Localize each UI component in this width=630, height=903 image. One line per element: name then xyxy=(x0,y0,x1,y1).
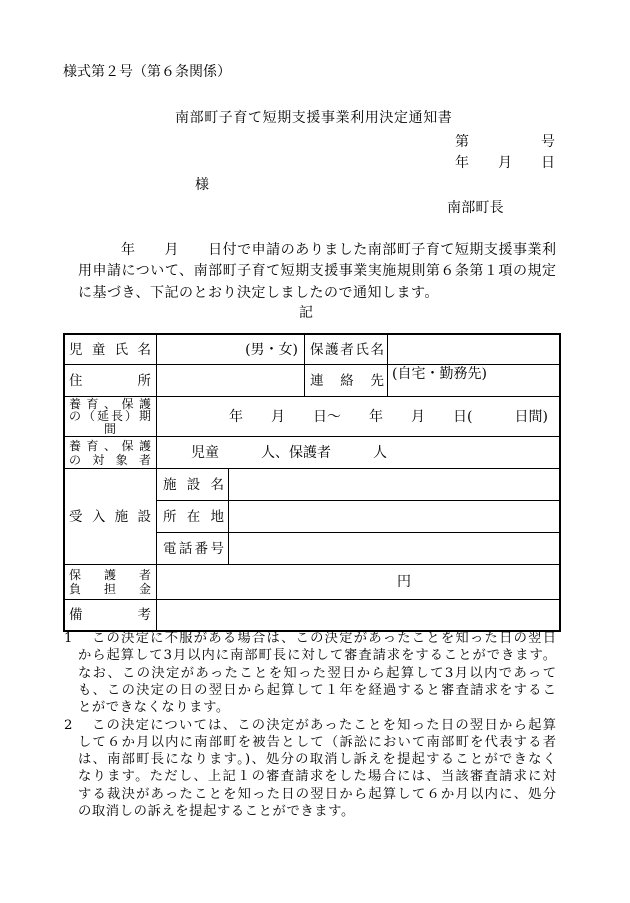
target-label-cell xyxy=(65,437,157,469)
address-label-cell xyxy=(65,365,157,397)
facility-address-label: 所在地 xyxy=(163,508,224,525)
note-line: して６か月以内に南部町を被告として（訴訟において南部町を代表する者 xyxy=(78,734,556,750)
remarks-value-cell xyxy=(157,600,559,630)
facility-phone-value-cell xyxy=(229,533,559,565)
note-line: から起算して3月以内に南部町長に対して審査請求をすることができます。 xyxy=(78,648,556,664)
form-number: 様式第２号（第６条関係） xyxy=(63,64,231,80)
period-label-line: の（延長）期 xyxy=(69,409,151,424)
fee-label-line: 保護者 xyxy=(69,568,151,582)
target-label-line: の対象者 xyxy=(69,452,151,467)
period-label xyxy=(65,398,156,436)
issuer: 南部町長 xyxy=(447,200,504,216)
note-line: この決定については、この決定があったことを知った日の翌日から起算 xyxy=(92,717,556,733)
facility-label: 受入施設 xyxy=(69,508,151,525)
period-label-line: 間 xyxy=(103,421,116,436)
facility-name-value-cell xyxy=(229,469,559,501)
contact-hint: (自宅・勤務先) xyxy=(392,366,487,382)
target-value-cell xyxy=(157,437,559,469)
note-line: この決定に不服がある場合は、この決定があったことを知った日の翌日 xyxy=(92,631,556,646)
fee-unit: 円 xyxy=(397,574,411,590)
facility-address-value-cell xyxy=(229,501,559,533)
issue-date: 年 月 日 xyxy=(455,155,555,171)
note-line: の取消しの訴えを提起することができます。 xyxy=(78,804,355,819)
note-line: なお、この決定があったことを知った翌日から起算して3月以内であって xyxy=(78,665,556,681)
document-title: 南部町子育て短期支援事業利用決定通知書 xyxy=(175,110,453,126)
period-label-cell xyxy=(65,397,157,437)
child-name-label: 児童氏名 xyxy=(69,341,151,358)
note-line: とができなくなります。 xyxy=(78,700,230,716)
note-line: も、この決定の日の翌日から起算して１年を経過すると審査請求をするこ xyxy=(78,682,556,698)
target-label xyxy=(65,439,156,467)
note-line: なります。ただし、上記１の審査請求をした場合には、当該審査請求に対 xyxy=(78,769,556,785)
facility-name-label-cell xyxy=(157,469,229,501)
contact-label-cell xyxy=(305,365,388,397)
decision-table xyxy=(63,333,561,632)
period-value: 年 月 日～ 年 月 日( 日間) xyxy=(229,408,548,425)
period-value-cell xyxy=(157,397,559,437)
fee-label-cell xyxy=(65,565,157,600)
contact-value-cell xyxy=(388,365,559,397)
note-number: 1 xyxy=(64,631,73,646)
child-name-label-cell xyxy=(65,335,157,365)
facility-name-label: 施設名 xyxy=(163,476,224,493)
note-line: する裁決があったことを知った日の翌日から起算して６か月以内に、処分 xyxy=(78,786,556,802)
facility-phone-label-cell xyxy=(157,533,229,565)
document-number: 第 号 xyxy=(455,134,555,150)
guardian-name-label-cell xyxy=(305,335,388,365)
addressee-suffix: 様 xyxy=(195,177,209,193)
period-label-line: 養育、保護 xyxy=(69,396,151,411)
note-number: 2 xyxy=(64,717,73,733)
guardian-name-label: 保護者氏名 xyxy=(310,341,384,358)
facility-address-label-cell xyxy=(157,501,229,533)
remarks-label: 備考 xyxy=(69,607,151,623)
target-value: 児童 人、保護者 人 xyxy=(191,444,387,461)
note-line: は、南部町長になります。)、処分の取消し訴えを提起することができなく xyxy=(78,752,556,768)
fee-value-cell xyxy=(157,565,559,600)
body-line: 用申請について、南部町子育て短期支援事業実施規則第６条第１項の規定 xyxy=(78,263,556,279)
facility-phone-label: 電話番号 xyxy=(163,540,224,557)
body-line: 年 月 日付で申請のありました南部町子育て短期支援事業利 xyxy=(121,242,556,258)
child-name-value-cell xyxy=(157,335,305,365)
sex-option: (男・女) xyxy=(245,341,298,358)
fee-label xyxy=(65,568,156,596)
contact-label: 連絡先 xyxy=(310,372,384,389)
guardian-name-value-cell xyxy=(388,335,559,365)
facility-label-cell xyxy=(65,469,157,565)
fee-label-line: 負担金 xyxy=(69,582,151,596)
ki-heading: 記 xyxy=(299,305,313,321)
address-value-cell xyxy=(157,365,305,397)
address-label: 住所 xyxy=(69,372,151,389)
body-line: に基づき、下記のとおり決定しましたので通知します。 xyxy=(78,285,439,301)
remarks-label-cell xyxy=(65,600,157,630)
target-label-line: 養育、保護 xyxy=(69,438,151,453)
